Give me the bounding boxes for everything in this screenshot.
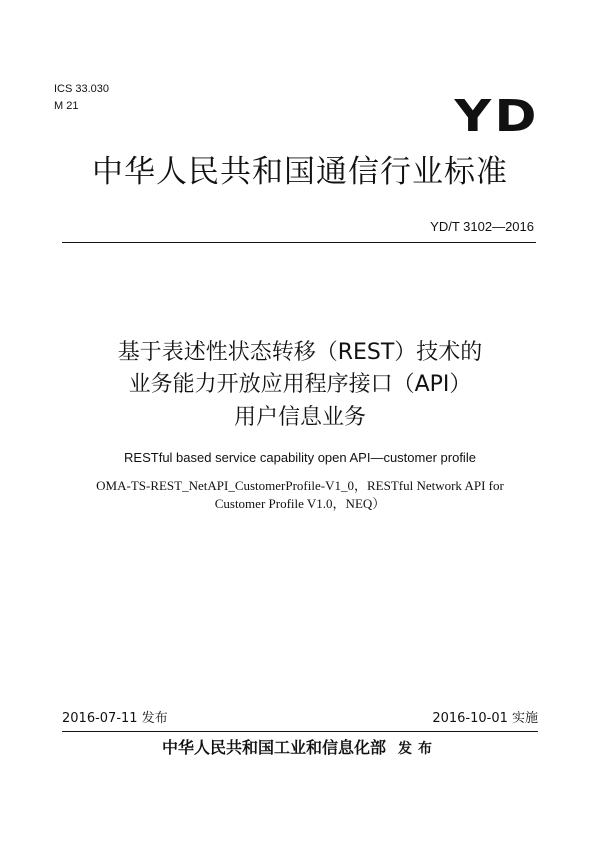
publish-date: 2016-07-11 发布 <box>62 711 168 726</box>
implementation-date: 2016-10-01 实施 <box>432 711 538 726</box>
english-title: RESTful based service capability open API—customer profile <box>124 450 476 465</box>
equivalence-line-2: Customer Profile V1.0，NEQ） <box>214 496 386 511</box>
ics-code: ICS 33.030 <box>54 83 110 95</box>
footer-divider <box>62 731 538 732</box>
document-title-line-2: 业务能力开放应用程序接口（API） <box>128 372 472 397</box>
equivalence-line-1: OMA-TS-REST_NetAPI_CustomerProfile-V1_0，RESTful Network API for <box>96 478 504 493</box>
standard-number: YD/T 3102—2016 <box>430 219 534 234</box>
header-divider <box>62 242 536 243</box>
classification-code: M 21 <box>54 100 79 112</box>
document-title-line-3: 用户信息业务 <box>233 405 366 430</box>
issuer-name: 中华人民共和国工业和信息化部 <box>161 738 386 757</box>
standard-category-title: 中华人民共和国通信行业标准 <box>92 154 508 190</box>
yd-logo: YD <box>454 91 540 142</box>
document-title-line-1: 基于表述性状态转移（REST）技术的 <box>117 340 483 365</box>
issuer-line <box>0 738 600 759</box>
issue-word: 发布 <box>398 741 438 757</box>
